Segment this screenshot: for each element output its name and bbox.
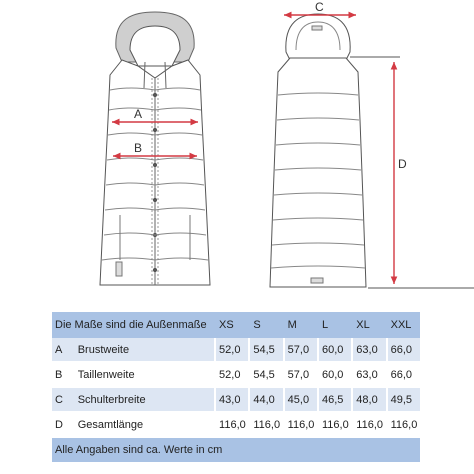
measure-label-b: B (134, 141, 143, 155)
measure-label-c: C (315, 0, 324, 14)
row-name: Schulterbreite (75, 388, 214, 413)
row-value: 48,0 (351, 388, 385, 413)
row-code: D (52, 413, 75, 438)
table-footer-note: Alle Angaben sind ca. Werte in cm (52, 438, 420, 462)
table-row (52, 388, 420, 413)
row-value: 52,0 (214, 363, 248, 388)
row-value: 52,0 (214, 338, 248, 363)
size-header: S (248, 312, 282, 338)
size-header: M (283, 312, 317, 338)
row-name: Gesamtlänge (75, 413, 214, 438)
measure-label-a: A (134, 107, 143, 121)
size-table (52, 312, 420, 462)
row-value: 116,0 (283, 413, 317, 438)
row-value: 63,0 (351, 338, 385, 363)
row-value: 49,5 (386, 388, 420, 413)
row-name: Brustweite (75, 338, 214, 363)
row-value: 57,0 (283, 363, 317, 388)
hood-inner (130, 26, 180, 66)
size-header: XL (351, 312, 385, 338)
row-value: 57,0 (283, 338, 317, 363)
hood-back (286, 14, 350, 60)
row-value: 60,0 (317, 363, 351, 388)
row-value: 116,0 (214, 413, 248, 438)
row-code: C (52, 388, 75, 413)
table-row (52, 363, 420, 388)
row-value: 116,0 (386, 413, 420, 438)
row-value: 45,0 (283, 388, 317, 413)
row-value: 63,0 (351, 363, 385, 388)
row-value: 54,5 (248, 338, 282, 363)
row-code: B (52, 363, 75, 388)
row-value: 116,0 (317, 413, 351, 438)
row-code: A (52, 338, 75, 363)
vest-front-view (100, 12, 210, 285)
measure-label-d: D (398, 157, 407, 171)
row-value: 60,0 (317, 338, 351, 363)
row-value: 66,0 (386, 338, 420, 363)
row-value: 46,5 (317, 388, 351, 413)
table-header-title: Die Maße sind die Außenmaße (52, 312, 214, 338)
row-value: 54,5 (248, 363, 282, 388)
row-value: 66,0 (386, 363, 420, 388)
row-value: 116,0 (351, 413, 385, 438)
row-value: 116,0 (248, 413, 282, 438)
size-header: XS (214, 312, 248, 338)
vest-back-view (270, 14, 366, 287)
table-header-row (52, 312, 420, 338)
row-name: Taillenweite (75, 363, 214, 388)
size-header: L (317, 312, 351, 338)
table-footer-row (52, 438, 420, 462)
table-row (52, 338, 420, 363)
row-value: 44,0 (248, 388, 282, 413)
size-header: XXL (386, 312, 420, 338)
row-value: 43,0 (214, 388, 248, 413)
vest-body-back (270, 58, 366, 287)
table-row (52, 413, 420, 438)
